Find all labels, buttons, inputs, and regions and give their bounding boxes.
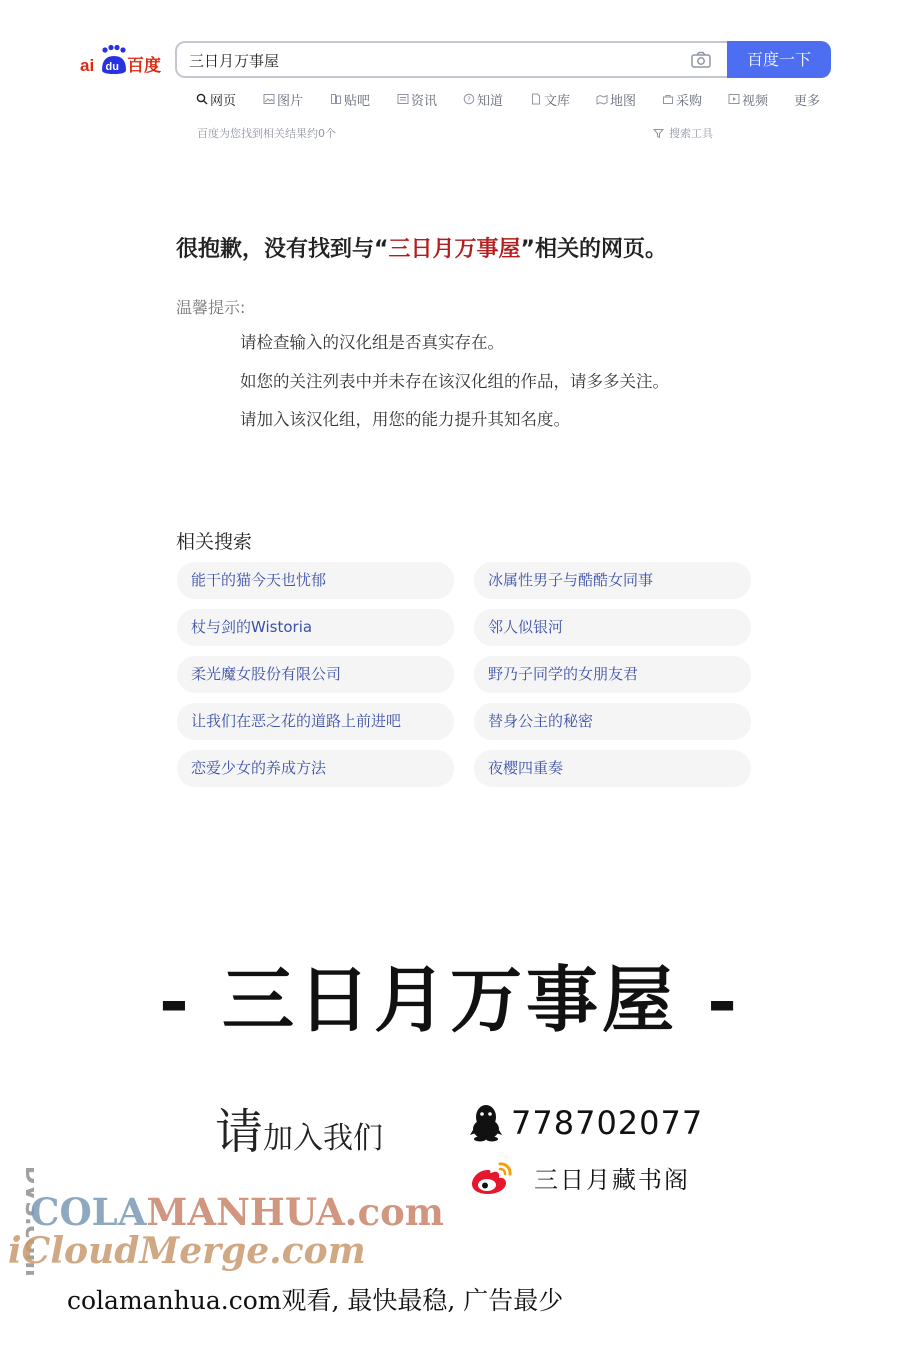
weibo-icon: [470, 1158, 514, 1196]
qq-contact: [470, 1104, 703, 1142]
camera-icon[interactable]: [691, 51, 711, 69]
watermark-rest: MANHUA.com: [146, 1190, 444, 1234]
weibo-name: 三日月藏书阁: [534, 1165, 690, 1194]
question-icon: [463, 93, 475, 105]
tab-wenku[interactable]: [530, 89, 596, 109]
tab-tieba[interactable]: [330, 89, 397, 109]
tips-list: [240, 331, 669, 447]
purchase-icon: [662, 93, 674, 105]
svg-text:?: ?: [467, 95, 471, 104]
baidu-logo[interactable]: [80, 44, 162, 76]
tieba-icon: [330, 93, 342, 105]
related-searches-title: 相关搜索: [176, 531, 253, 553]
search-tools-button[interactable]: [653, 125, 713, 141]
tips-label: 温馨提示:: [176, 298, 246, 317]
svg-text:DVS.com: DVS.com: [20, 1166, 34, 1276]
join-big-char: 请: [215, 1104, 264, 1160]
no-result-prefix: 很抱歉，没有找到与“: [176, 237, 389, 262]
join-us-text: [215, 1093, 383, 1162]
watermark-prefix: COLA: [30, 1190, 147, 1234]
related-search-item[interactable]: 冰属性男子与酷酷女同事: [474, 562, 751, 599]
related-search-item[interactable]: 夜樱四重奏: [474, 750, 751, 787]
related-search-item[interactable]: 邻人似银河: [474, 609, 751, 646]
image-icon: [263, 93, 275, 105]
join-rest: 加入我们: [263, 1121, 384, 1156]
search-box: [175, 41, 731, 78]
document-icon: [530, 93, 542, 105]
search-tabs: [196, 89, 834, 109]
promo-title: - 三日月万事屋 -: [159, 957, 741, 1042]
icloudmerge-watermark: iCloudMerge.com: [8, 1230, 366, 1272]
related-search-item[interactable]: 恋爱少女的养成方法: [177, 750, 454, 787]
tab-video[interactable]: [728, 89, 794, 109]
qq-number: 778702077: [511, 1104, 704, 1142]
search-tools-label: 搜索工具: [669, 127, 713, 140]
tab-label: 视频: [742, 93, 769, 109]
result-count: 百度为您找到相关结果约0个: [197, 127, 336, 140]
search-button[interactable]: 百度一下: [727, 41, 831, 78]
colamanhua-watermark: [30, 1190, 444, 1234]
tab-label: 资讯: [411, 93, 438, 109]
filter-icon: [653, 128, 664, 139]
svg-text:ai: ai: [80, 56, 95, 75]
tab-more[interactable]: [794, 89, 834, 109]
tab-label: 知道: [477, 93, 504, 109]
related-search-item[interactable]: 野乃子同学的女朋友君: [474, 656, 751, 693]
tab-purchase[interactable]: [662, 89, 728, 109]
tab-label: 网页: [210, 93, 237, 109]
related-searches-grid: [177, 562, 751, 787]
no-result-title: [176, 232, 667, 263]
tip-item: 请加入该汉化组，用您的能力提升其知名度。: [240, 410, 570, 429]
tab-map[interactable]: [596, 89, 662, 109]
tab-label: 地图: [610, 93, 637, 109]
tab-web[interactable]: [196, 89, 263, 109]
tip-item: 如您的关注列表中并未存在该汉化组的作品，请多多关注。: [240, 371, 669, 391]
map-icon: [596, 93, 608, 105]
related-search-item[interactable]: 柔光魔女股份有限公司: [177, 656, 454, 693]
qq-penguin-icon: [470, 1104, 502, 1142]
baidu-logo-icon: [80, 44, 162, 76]
tab-label: 图片: [277, 93, 304, 109]
footer-note: colamanhua.com观看, 最快最稳, 广告最少: [67, 1286, 564, 1315]
tab-zhidao[interactable]: [463, 89, 530, 109]
tip-item: 请检查输入的汉化组是否真实存在。: [240, 333, 504, 352]
tab-label: 贴吧: [344, 93, 371, 109]
tab-news[interactable]: [397, 89, 463, 109]
video-icon: [728, 93, 740, 105]
tab-label: 更多: [794, 93, 821, 109]
no-result-suffix: ”相关的网页。: [520, 237, 667, 262]
related-search-item[interactable]: 杖与剑的Wistoria: [177, 609, 454, 646]
weibo-contact: [470, 1158, 690, 1196]
related-search-item[interactable]: 让我们在恶之花的道路上前进吧: [177, 703, 454, 740]
no-result-query: 三日月万事屋: [388, 237, 521, 262]
related-search-item[interactable]: 能干的猫今天也忧郁: [177, 562, 454, 599]
related-search-item[interactable]: 替身公主的秘密: [474, 703, 751, 740]
tab-label: 采购: [676, 93, 703, 109]
search-icon: [196, 93, 208, 105]
svg-text:du: du: [105, 61, 119, 73]
news-icon: [397, 93, 409, 105]
svg-text:百度: 百度: [127, 56, 161, 76]
search-input[interactable]: [189, 49, 669, 71]
tab-label: 文库: [544, 93, 571, 109]
tab-images[interactable]: [263, 89, 330, 109]
